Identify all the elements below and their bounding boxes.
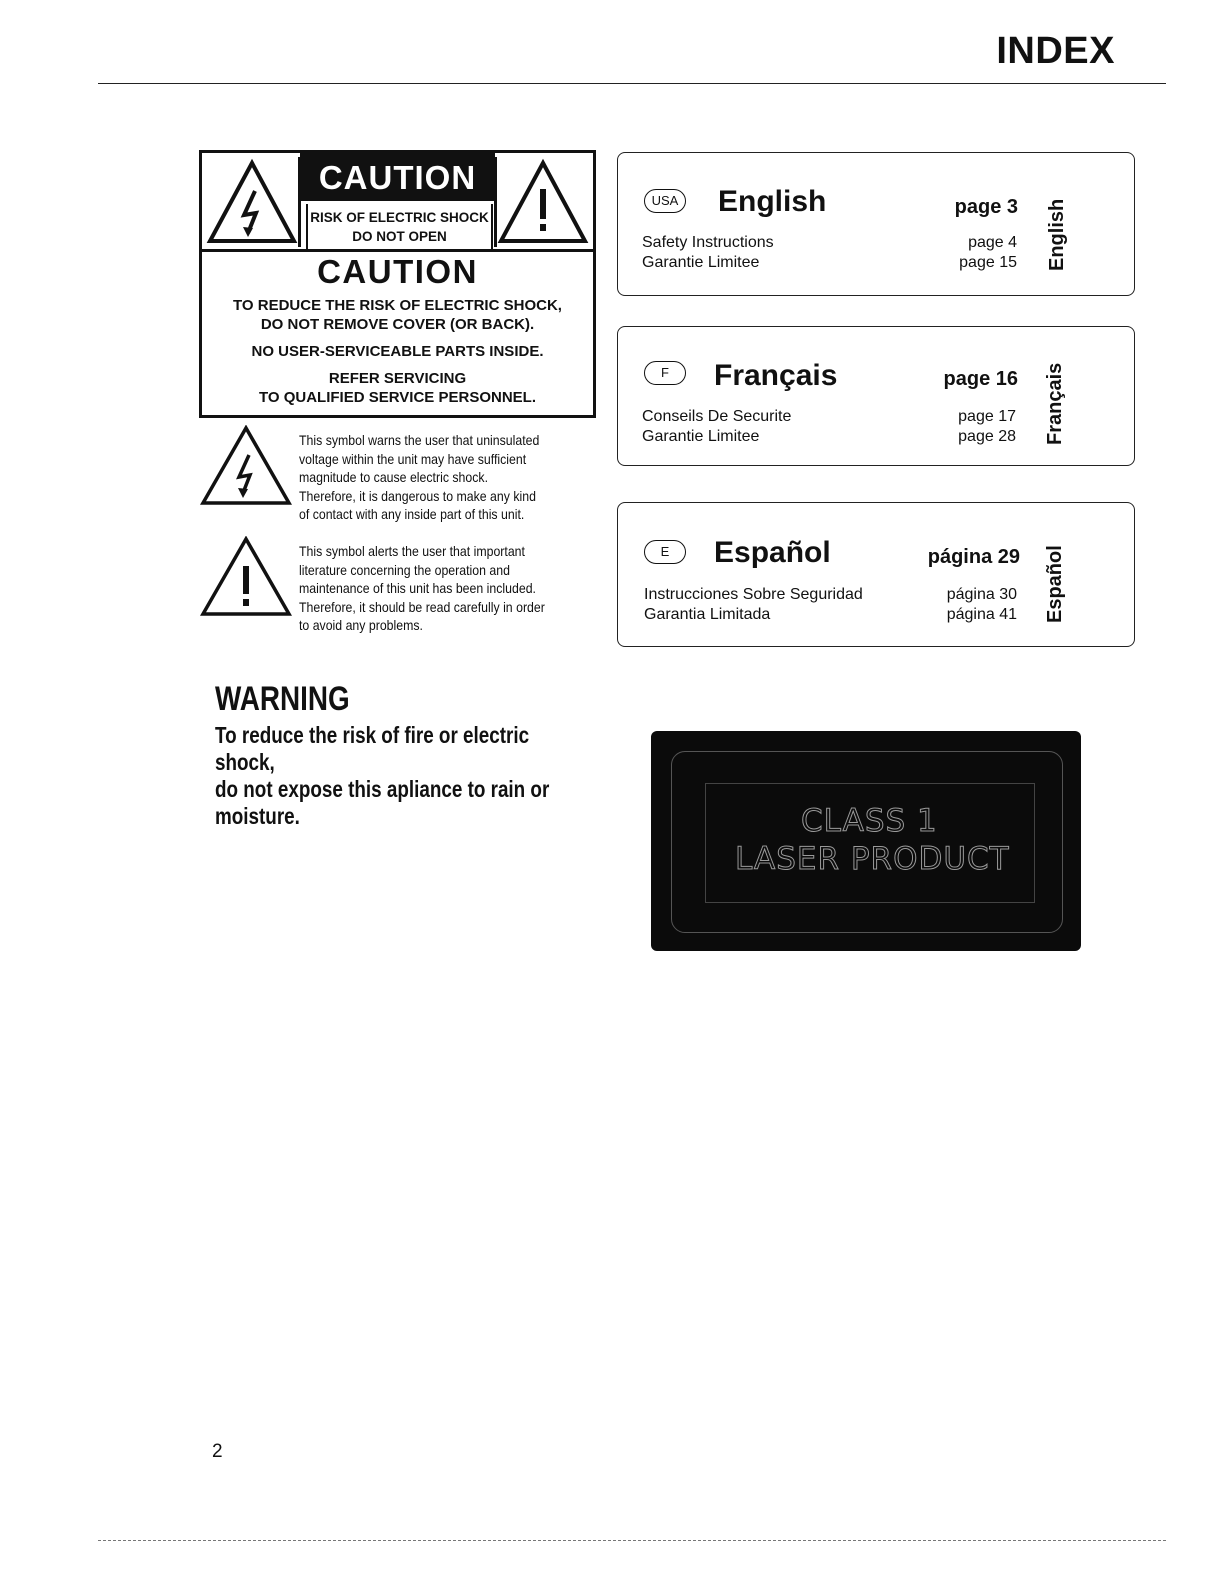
country-badge-usa: USA: [644, 189, 686, 213]
caution-label-top: [202, 153, 593, 252]
exclamation-triangle-icon: [494, 157, 589, 247]
language-name: English: [718, 185, 827, 218]
language-side-tab: Français: [1044, 362, 1066, 445]
symbol-explanation-literature: [299, 542, 598, 635]
symbol-text-line: This symbol warns the user that uninsulated: [299, 432, 540, 448]
index-entry-page: page 4: [968, 234, 1017, 251]
warning-text: [215, 722, 592, 830]
language-side-tab: English: [1046, 198, 1068, 271]
index-entry-page: page 15: [959, 254, 1017, 271]
country-badge-f: F: [644, 361, 686, 385]
caution-line-4: REFER SERVICING: [328, 370, 467, 387]
index-entry-label: Instrucciones Sobre Seguridad: [644, 586, 863, 603]
caution-banner: CAUTION: [300, 153, 495, 201]
index-entry-label: Conseils De Securite: [642, 408, 792, 425]
language-page: page 3: [954, 196, 1018, 218]
language-page: page 16: [943, 368, 1018, 390]
index-entry-label: Garantie Limitee: [642, 254, 760, 271]
symbol-text-line: to avoid any problems.: [299, 617, 423, 633]
risk-text: [306, 204, 493, 250]
warning-line-3: moisture.: [215, 803, 300, 829]
symbol-text-line: voltage within the unit may have sufficient: [299, 450, 527, 467]
warning-line-2: do not expose this apliance to rain or: [215, 776, 550, 802]
risk-line-1: RISK OF ELECTRIC SHOCK: [310, 210, 489, 225]
laser-class-text: CLASS 1: [801, 803, 938, 839]
language-name: Français: [714, 359, 838, 392]
page-title: INDEX: [996, 30, 1115, 72]
symbol-text-line: Therefore, it is dangerous to make any kind: [299, 487, 536, 504]
index-entry-page: página 41: [946, 606, 1017, 623]
index-entry-page: page 17: [958, 408, 1016, 425]
symbol-text-line: Therefore, it should be read carefully in order: [299, 598, 545, 615]
caution-instructions: [202, 296, 593, 407]
page-number: 2: [212, 1441, 223, 1462]
header-divider: [98, 83, 1166, 84]
risk-line-2: DO NOT OPEN: [352, 229, 447, 244]
index-entry-label: Safety Instructions: [642, 234, 774, 251]
index-entry-label: Garantia Limitada: [644, 606, 771, 623]
caution-heading: CAUTION: [317, 253, 478, 290]
caution-line-2: DO NOT REMOVE COVER (OR BACK).: [260, 316, 535, 333]
symbol-text-line: of contact with any inside part of this unit.: [299, 506, 525, 522]
language-name: Español: [714, 536, 831, 569]
lightning-triangle-icon: [200, 425, 292, 507]
caution-line-3: NO USER-SERVICEABLE PARTS INSIDE.: [251, 343, 544, 360]
symbol-text-line: maintenance of this unit has been included.: [299, 580, 536, 596]
footer-divider: [98, 1540, 1166, 1541]
language-side-tab: Español: [1044, 545, 1066, 623]
laser-product-label: [651, 731, 1081, 951]
language-card-english[interactable]: [617, 152, 1135, 296]
language-card-espanol[interactable]: [617, 502, 1135, 647]
caution-label: [199, 150, 596, 418]
country-badge-e: E: [644, 540, 686, 564]
language-card-francais[interactable]: [617, 326, 1135, 466]
index-entry-label: Garantie Limitee: [642, 428, 760, 445]
lightning-triangle-icon: [206, 157, 301, 247]
exclamation-triangle-icon: [200, 536, 292, 618]
laser-product-text: LASER PRODUCT: [735, 841, 1010, 877]
symbol-text-line: magnitude to cause electric shock.: [299, 469, 489, 485]
warning-line-1: To reduce the risk of fire or electric shock,: [215, 722, 530, 775]
index-entry-page: página 30: [946, 586, 1017, 603]
symbol-text-line: literature concerning the operation and: [299, 561, 510, 578]
symbol-explanation-shock: [299, 431, 598, 524]
index-entry-page: page 28: [958, 428, 1016, 445]
language-page: página 29: [927, 546, 1020, 568]
caution-line-5: TO QUALIFIED SERVICE PERSONNEL.: [259, 389, 536, 406]
warning-heading: WARNING: [215, 680, 350, 718]
symbol-text-line: This symbol alerts the user that important: [299, 543, 525, 559]
caution-line-1: TO REDUCE THE RISK OF ELECTRIC SHOCK,: [233, 297, 562, 314]
